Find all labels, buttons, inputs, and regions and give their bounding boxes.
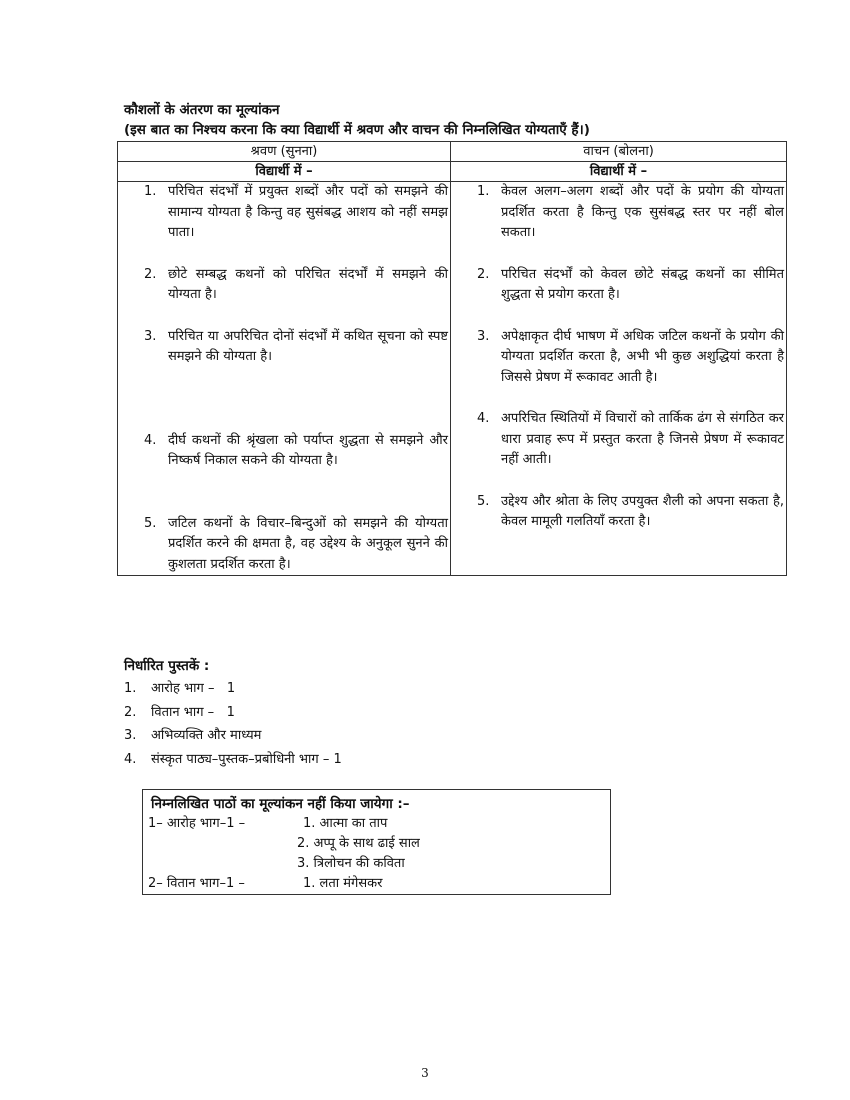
list-text: छोटे सम्बद्ध कथनों को परिचित संदर्भों में समझने की योग्यता है। xyxy=(168,266,448,302)
list-item xyxy=(124,748,342,772)
list-text: अपरिचित स्थितियों में विचारों को तार्किक ढंग से संगठित कर धारा प्रवाह रूप में प्रस्तुत करता है जिनसे प्रेषण में रूकावट नहीं आती। xyxy=(501,411,784,467)
excluded-lessons-box xyxy=(142,789,611,895)
list-number: 3. xyxy=(124,728,137,743)
list-number: 1. xyxy=(144,184,157,199)
list-item xyxy=(124,724,342,748)
prescribed-books-list xyxy=(124,677,342,771)
excluded-lesson: 1. लता मंगेसकर xyxy=(303,876,383,891)
speaking-item xyxy=(451,265,786,306)
list-number: 2. xyxy=(144,266,157,282)
book-label: 1– आरोह भाग–1 – xyxy=(148,816,246,831)
speaking-item xyxy=(451,182,786,244)
list-number: 3. xyxy=(144,328,157,344)
listening-item xyxy=(118,514,450,576)
list-number: 5. xyxy=(144,515,157,531)
listening-subheader: विद्यार्थी में – xyxy=(118,162,451,182)
speaking-header: वाचन (बोलना) xyxy=(451,142,787,162)
book-label: 2– वितान भाग–1 – xyxy=(148,876,245,891)
list-text: परिचित संदर्भों में प्रयुक्त शब्दों और पदों को समझने की सामान्य योग्यता है किन्तु वह सुसंबद्ध आशय को नहीं समझ पाता। xyxy=(168,184,448,240)
page-number: 3 xyxy=(421,1066,429,1080)
excluded-lessons-title: निम्नलिखित पाठों का मूल्यांकन नहीं किया जायेगा :– xyxy=(151,796,410,812)
list-number: 4. xyxy=(144,432,157,448)
list-text: अपेक्षाकृत दीर्घ भाषण में अधिक जटिल कथनों के प्रयोग की योग्यता प्रदर्शित करता है, अभी भी कुछ अशुद्धियां करता है जिससे प्रेषण में रूकावट आती है। xyxy=(501,328,784,385)
book-name: वितान भाग – 1 xyxy=(151,704,235,720)
list-number: 4. xyxy=(124,751,137,767)
listening-item xyxy=(118,431,450,472)
list-text: जटिल कथनों के विचार–बिन्दुओं को समझने की योग्यता प्रदर्शित करने की क्षमता है, वह उद्देश्य के अनुकूल सुनने की कुशलता प्रदर्शित करता है। xyxy=(168,515,448,572)
skills-table xyxy=(117,141,787,576)
book-name: अभिव्यक्ति और माध्यम xyxy=(151,728,262,743)
list-item xyxy=(124,701,342,725)
listening-column xyxy=(118,182,451,576)
list-number: 3. xyxy=(477,328,490,344)
speaking-column xyxy=(451,182,787,576)
list-number: 2. xyxy=(477,266,490,282)
speaking-item xyxy=(451,327,786,389)
list-number: 4. xyxy=(477,411,490,426)
list-item xyxy=(124,677,342,701)
listening-header: श्रवण (सुनना) xyxy=(118,142,451,162)
list-text: परिचित या अपरिचित दोनों संदर्भों में कथित सूचना को स्पष्ट समझने की योग्यता है। xyxy=(168,328,448,364)
list-number: 1. xyxy=(124,681,137,696)
listening-item xyxy=(118,327,450,368)
list-number: 5. xyxy=(477,493,490,509)
speaking-subheader: विद्यार्थी में – xyxy=(451,162,787,182)
book-name: संस्कृत पाठ्य–पुस्तक–प्रबोधिनी भाग – 1 xyxy=(151,751,342,767)
excluded-lesson: 1. आत्मा का ताप xyxy=(303,816,388,831)
section-title: कौशलों के अंतरण का मूल्यांकन xyxy=(124,102,280,118)
book-name: आरोह भाग – 1 xyxy=(151,681,236,696)
list-text: दीर्घ कथनों की श्रृंखला को पर्याप्त शुद्धता से समझने और निष्कर्ष निकाल सकने की योग्यता है। xyxy=(168,432,448,468)
listening-item xyxy=(118,182,450,244)
list-text: परिचित संदर्भों को केवल छोटे संबद्ध कथनों का सीमित शुद्धता से प्रयोग करता है। xyxy=(501,266,784,302)
listening-item xyxy=(118,265,450,306)
excluded-lesson: 3. त्रिलोचन की कविता xyxy=(297,856,405,871)
speaking-item xyxy=(451,492,786,533)
excluded-lesson: 2. अप्पू के साथ ढाई साल xyxy=(297,836,420,851)
list-number: 2. xyxy=(124,704,137,720)
list-text: केवल अलग–अलग शब्दों और पदों के प्रयोग की योग्यता प्रदर्शित करता है किन्तु एक सुसंबद्ध स्तर पर नहीं बोल सकता। xyxy=(501,184,784,240)
prescribed-books-title: निर्धारित पुस्तकें : xyxy=(124,658,210,674)
section-subtitle: (इस बात का निश्चय करना कि क्या विद्यार्थी में श्रवण और वाचन की निम्नलिखित योग्यताएँ हैं।) xyxy=(124,122,590,138)
list-text: उद्देश्य और श्रोता के लिए उपयुक्त शैली को अपना सकता है, केवल मामूली गलतियाँ करता है। xyxy=(501,493,784,529)
speaking-item xyxy=(451,409,786,471)
list-number: 1. xyxy=(477,184,490,199)
